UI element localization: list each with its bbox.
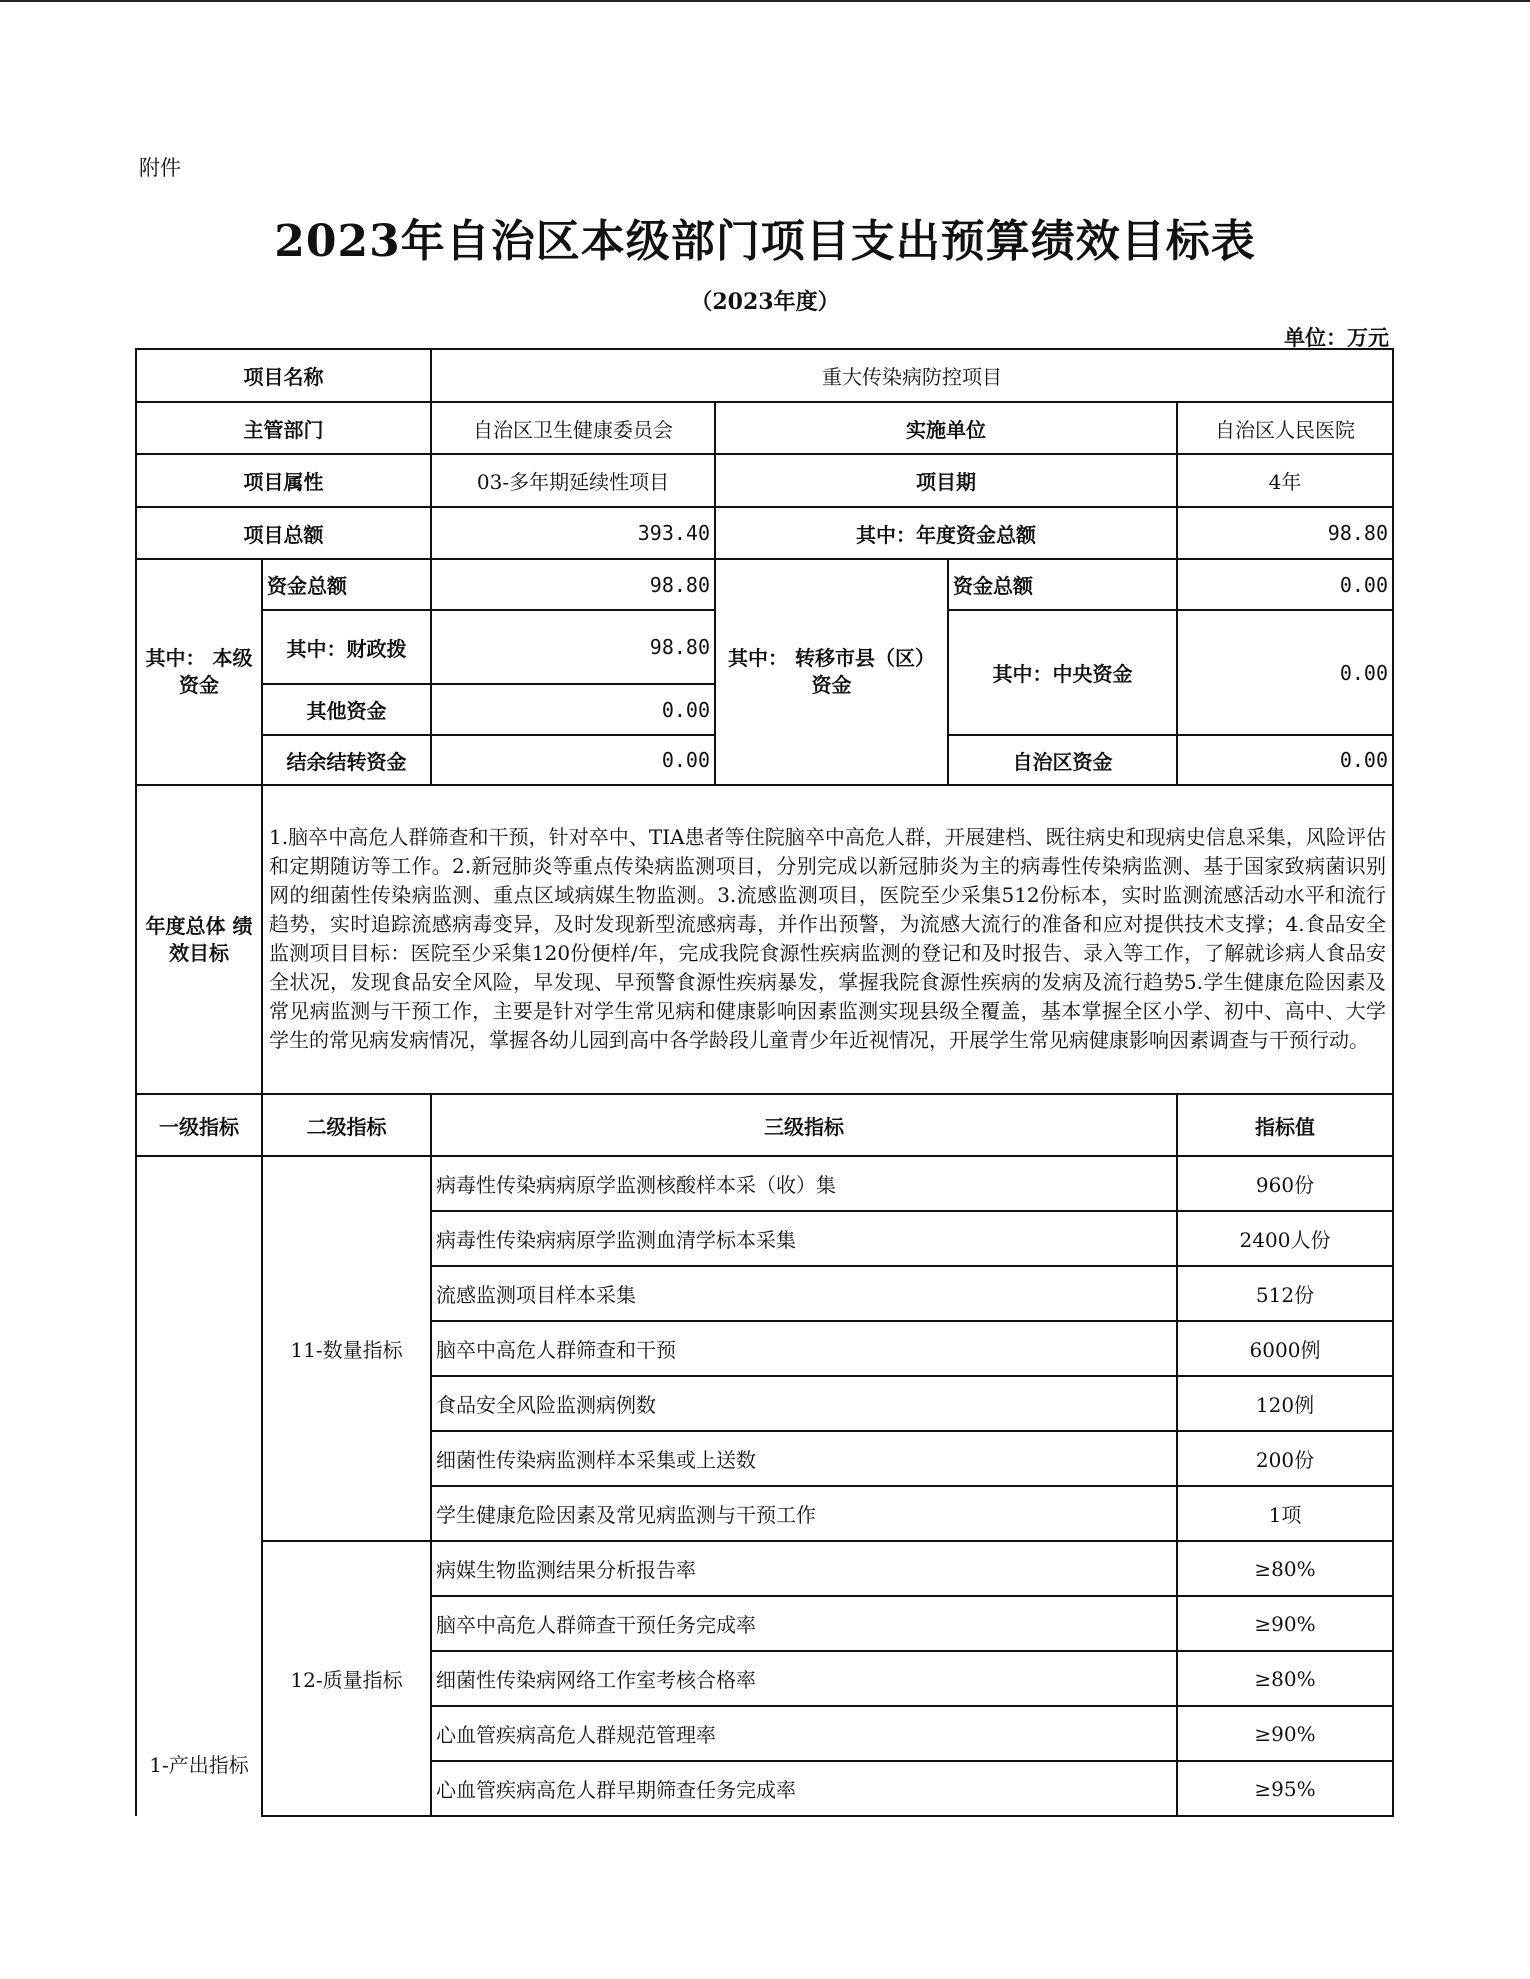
transfer-funds-group-label: 其中： 转移市县（区）资金 — [715, 559, 948, 785]
indicator-name: 细菌性传染病监测样本采集或上送数 — [431, 1431, 1177, 1486]
goal-text: 1.脑卒中高危人群筛查和干预，针对卒中、TIA患者等住院脑卒中高危人群，开展建档、既往病史和现病史信息采集，风险评估和定期随访等工作。2.新冠肺炎等重点传染病监测项目，分别完成以新冠肺炎为主的病毒性传染病监测、基于国家致病菌识别网的细菌性传染病监测、重点区域病媒生物监测。3.流感监测项目，医院至少采集512份标本，实时监测流感活动水平和流行趋势，实时追踪流感病毒变异，及时发现新型流感病毒，并作出预警，为流感大流行的准备和应对提供技术支撑；4.食品安全监测项目目标：医院至少采集120份便样/年，完成我院食源性疾病监测的登记和及时报告、录入等工作，了解就诊病人食品安全状况，发现食品安全风险，早发现、早预警食源性疾病暴发，掌握我院食源性疾病的发病及流行趋势5.学生健康危险因素及常见病监测与干预工作，主要是针对学生常见病和健康影响因素监测实现县级全覆盖，基本掌握全区小学、初中、高中、大学学生的常见病发病情况，掌握各幼儿园到高中各学龄段儿童青少年近视情况，开展学生常见病健康影响因素调查与干预行动。 — [262, 785, 1393, 1094]
transfer-region-value: 0.00 — [1177, 735, 1393, 785]
indicator-value: ≥90% — [1177, 1706, 1393, 1761]
transfer-total-value: 0.00 — [1177, 559, 1393, 610]
local-other-value: 0.00 — [431, 684, 715, 735]
local-carry-label: 结余结转资金 — [262, 735, 431, 785]
impl-value: 自治区人民医院 — [1177, 402, 1393, 454]
indicator-value: ≥80% — [1177, 1541, 1393, 1596]
row-funds-1 — [136, 559, 1393, 610]
row-indicator-header — [136, 1094, 1393, 1156]
transfer-total-label: 资金总额 — [948, 559, 1177, 610]
local-other-label: 其他资金 — [262, 684, 431, 735]
local-fiscal-label: 其中：财政拨 — [262, 610, 431, 684]
goal-label: 年度总体 绩效目标 — [136, 785, 262, 1094]
indicator-name: 心血管疾病高危人群早期筛查任务完成率 — [431, 1761, 1177, 1816]
head-value: 指标值 — [1177, 1094, 1393, 1156]
dept-label: 主管部门 — [136, 402, 431, 454]
level2-quantity-cell: 11-数量指标 — [262, 1156, 431, 1541]
top-border-line — [0, 0, 1530, 2]
impl-label: 实施单位 — [715, 402, 1177, 454]
page-subtitle: （2023年度） — [690, 289, 840, 315]
row-total — [136, 507, 1393, 559]
head-level2: 二级指标 — [262, 1094, 431, 1156]
indicator-value: ≥95% — [1177, 1761, 1393, 1816]
table-row — [136, 1156, 1393, 1211]
dept-value: 自治区卫生健康委员会 — [431, 402, 715, 454]
indicator-name: 脑卒中高危人群筛查和干预 — [431, 1321, 1177, 1376]
total-label: 项目总额 — [136, 507, 431, 559]
period-value: 4年 — [1177, 454, 1393, 507]
indicator-name: 病媒生物监测结果分析报告率 — [431, 1541, 1177, 1596]
table-row — [136, 1541, 1393, 1596]
page-title: 2023年自治区本级部门项目支出预算绩效目标表 — [274, 216, 1256, 267]
indicator-value: 2400人份 — [1177, 1211, 1393, 1266]
project-name-value: 重大传染病防控项目 — [431, 349, 1393, 402]
annual-value: 98.80 — [1177, 507, 1393, 559]
indicator-value: 960份 — [1177, 1156, 1393, 1211]
local-funds-group-label: 其中： 本级资金 — [136, 559, 262, 785]
indicator-name: 流感监测项目样本采集 — [431, 1266, 1177, 1321]
local-total-value: 98.80 — [431, 559, 715, 610]
row-annual-goal — [136, 785, 1393, 1094]
indicator-name: 细菌性传染病网络工作室考核合格率 — [431, 1651, 1177, 1706]
annual-label: 其中：年度资金总额 — [715, 507, 1177, 559]
indicator-value: 200份 — [1177, 1431, 1393, 1486]
project-name-label: 项目名称 — [136, 349, 431, 402]
row-department — [136, 402, 1393, 454]
transfer-central-value: 0.00 — [1177, 610, 1393, 735]
indicator-value: 120例 — [1177, 1376, 1393, 1431]
indicator-name: 食品安全风险监测病例数 — [431, 1376, 1177, 1431]
indicator-name: 脑卒中高危人群筛查干预任务完成率 — [431, 1596, 1177, 1651]
local-fiscal-value: 98.80 — [431, 610, 715, 684]
local-total-label: 资金总额 — [262, 559, 431, 610]
level2-quality-cell: 12-质量指标 — [262, 1541, 431, 1816]
local-carry-value: 0.00 — [431, 735, 715, 785]
indicator-name: 病毒性传染病病原学监测血清学标本采集 — [431, 1211, 1177, 1266]
head-level1: 一级指标 — [136, 1094, 262, 1156]
indicator-value: 512份 — [1177, 1266, 1393, 1321]
row-project-name — [136, 349, 1393, 402]
indicator-name: 心血管疾病高危人群规范管理率 — [431, 1706, 1177, 1761]
attr-value: 03-多年期延续性项目 — [431, 454, 715, 507]
head-level3: 三级指标 — [431, 1094, 1177, 1156]
row-attribute — [136, 454, 1393, 507]
indicator-value: 1项 — [1177, 1486, 1393, 1541]
indicator-value: ≥90% — [1177, 1596, 1393, 1651]
level1-output-cell: 1-产出指标 — [136, 1156, 262, 1816]
indicator-name: 病毒性传染病病原学监测核酸样本采（收）集 — [431, 1156, 1177, 1211]
indicator-name: 学生健康危险因素及常见病监测与干预工作 — [431, 1486, 1177, 1541]
budget-performance-table — [135, 348, 1394, 1817]
attr-label: 项目属性 — [136, 454, 431, 507]
indicator-value: 6000例 — [1177, 1321, 1393, 1376]
unit-label: 单位：万元 — [1284, 326, 1389, 350]
transfer-central-label: 其中：中央资金 — [948, 610, 1177, 735]
transfer-region-label: 自治区资金 — [948, 735, 1177, 785]
indicator-value: ≥80% — [1177, 1651, 1393, 1706]
period-label: 项目期 — [715, 454, 1177, 507]
attachment-label: 附件 — [139, 156, 181, 180]
total-value: 393.40 — [431, 507, 715, 559]
